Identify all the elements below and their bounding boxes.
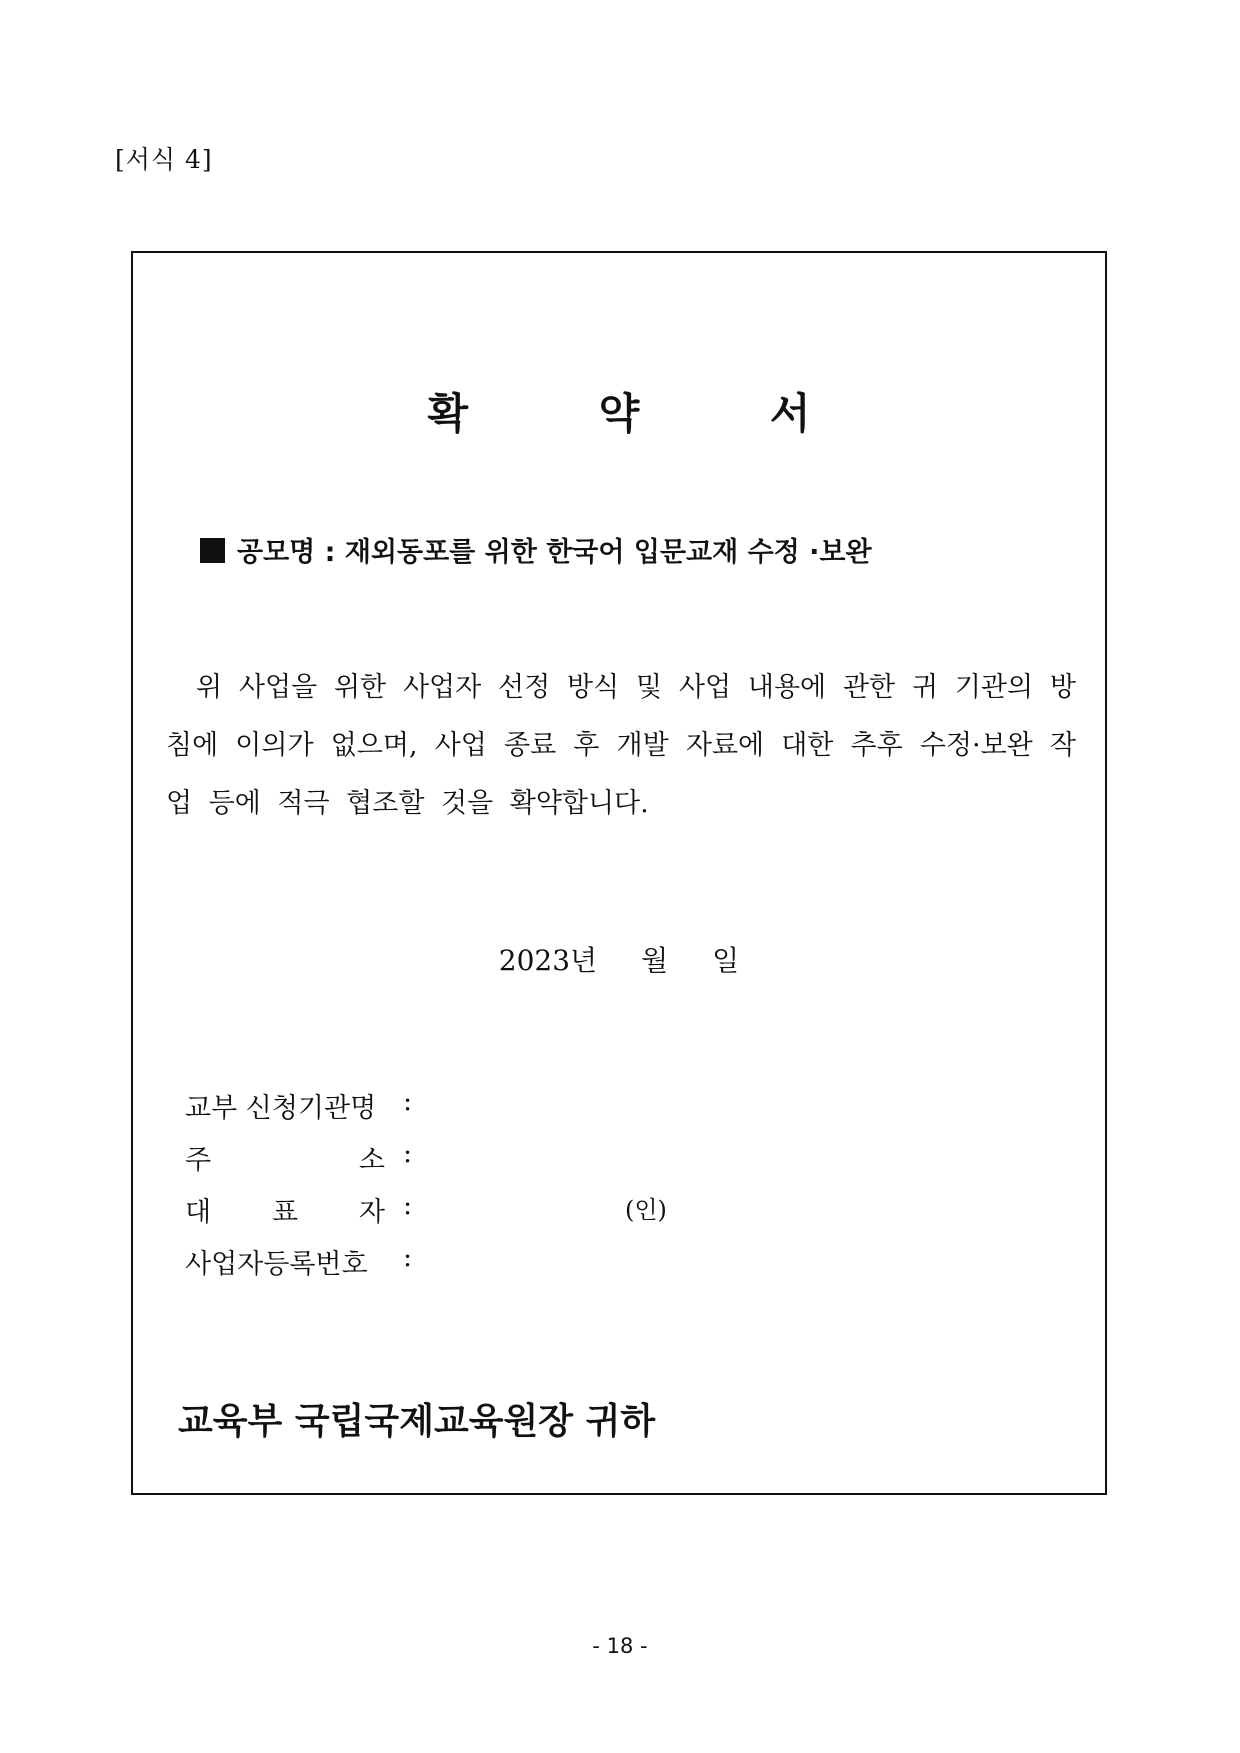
black-square-icon [200,538,225,563]
seal-mark: (인) [625,1196,667,1224]
field-label [185,1190,385,1229]
field-label-part: 자 [358,1197,385,1228]
field-colon: : [403,1138,413,1169]
field-label [185,1138,385,1177]
page-number: - 18 - [592,1634,648,1658]
field-label: 사업자등록번호 [185,1249,368,1280]
field-colon: : [403,1190,413,1221]
field-label-part: 주 [185,1145,212,1176]
field-colon: : [403,1242,413,1273]
project-name-text: 공모명 : 재외동포를 위한 한국어 입문교재 수정 ·보완 [237,537,872,568]
field-label-part: 대 [185,1197,212,1228]
field-label: 교부 신청기관명 [185,1093,377,1124]
project-name-line [200,530,872,569]
date-year: 2023년 [498,944,598,977]
recipient-line: 교육부 국립국제교육원장 귀하 [178,1401,656,1442]
date-line [133,939,1105,979]
field-label-part: 소 [358,1145,385,1176]
document-title: 확 약 서 [427,389,869,438]
pledge-body-text: 위 사업을 위한 사업자 선정 방식 및 사업 내용에 관한 귀 기관의 방침에 이의가 없으며, 사업 종료 후 개발 자료에 대한 추후 수정·보완 작업 등에 적극 협조할 것을 확약합니다. [166,672,1076,819]
date-month: 월 [641,944,669,977]
form-label: [서식 4] [115,145,213,174]
field-colon: : [403,1086,413,1117]
date-day: 일 [712,944,740,977]
field-label-part: 표 [271,1197,299,1228]
pledge-form-frame [131,251,1107,1495]
